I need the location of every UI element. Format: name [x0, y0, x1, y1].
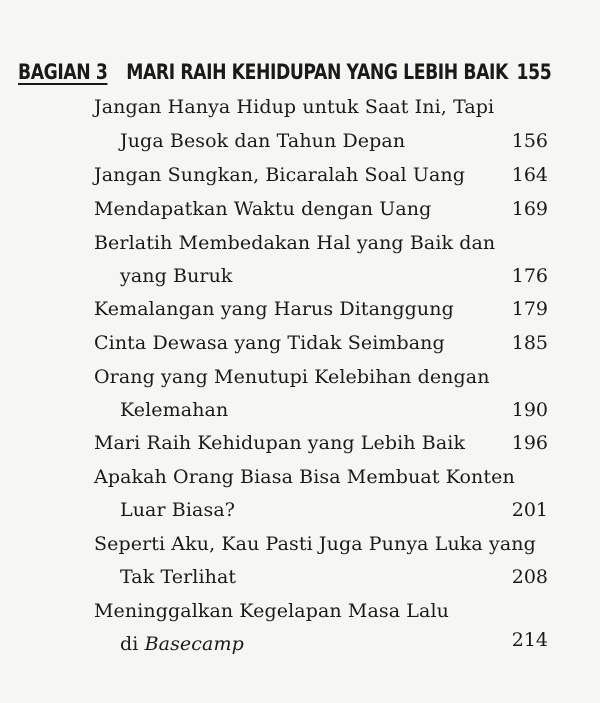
toc-entry-title: Cinta Dewasa yang Tidak Seimbang: [94, 332, 445, 354]
toc-entry-title: Seperti Aku, Kau Pasti Juga Punya Luka yang: [94, 533, 536, 555]
toc-entry-page-number: 185: [511, 332, 548, 354]
toc-entry-page-number: 208: [511, 566, 548, 588]
toc-entry-title-continued: [120, 633, 244, 655]
toc-entry-page-number: 176: [511, 265, 548, 287]
toc-entry-page-number: 190: [511, 399, 548, 421]
toc-entry-title: Jangan Hanya Hidup untuk Saat Ini, Tapi: [94, 96, 495, 118]
toc-entry-page-number: 164: [511, 164, 548, 186]
toc-entry-title: Jangan Sungkan, Bicaralah Soal Uang: [94, 164, 465, 186]
toc-entry-page-number: 196: [511, 432, 548, 454]
toc-entry-title-continued: Tak Terlihat: [120, 566, 237, 588]
section-header: [18, 58, 552, 94]
toc-entry-title-continued: Kelemahan: [120, 399, 229, 421]
toc-entry-page-number: 214: [511, 629, 548, 651]
toc-entry-page-number: 156: [511, 130, 548, 152]
toc-entry-title-prefix: di: [120, 633, 145, 655]
toc-entry-title: Mari Raih Kehidupan yang Lebih Baik: [94, 432, 466, 454]
section-page-number: 155: [516, 60, 552, 84]
toc-entry-title-italic: Basecamp: [144, 633, 244, 655]
toc-entry-page-number: 179: [511, 298, 548, 320]
section-label: BAGIAN 3: [18, 60, 108, 84]
toc-entry-title-continued: Luar Biasa?: [120, 499, 236, 521]
toc-entry-title: Kemalangan yang Harus Ditanggung: [94, 298, 454, 320]
toc-entry-title-continued: yang Buruk: [120, 265, 233, 287]
toc-entry-page-number: 169: [511, 198, 548, 220]
toc-entry-title: Berlatih Membedakan Hal yang Baik dan: [94, 232, 496, 254]
section-title: MARI RAIH KEHIDUPAN YANG LEBIH BAIK: [126, 60, 508, 84]
toc-entry-title: Orang yang Menutupi Kelebihan dengan: [94, 366, 490, 388]
toc-entry-title: Meninggalkan Kegelapan Masa Lalu: [94, 600, 449, 622]
toc-entry-title: Apakah Orang Biasa Bisa Membuat Konten: [94, 466, 515, 488]
toc-entry-title: Mendapatkan Waktu dengan Uang: [94, 198, 432, 220]
toc-entry-title-continued: Juga Besok dan Tahun Depan: [120, 130, 406, 152]
toc-entry-page-number: 201: [511, 499, 548, 521]
